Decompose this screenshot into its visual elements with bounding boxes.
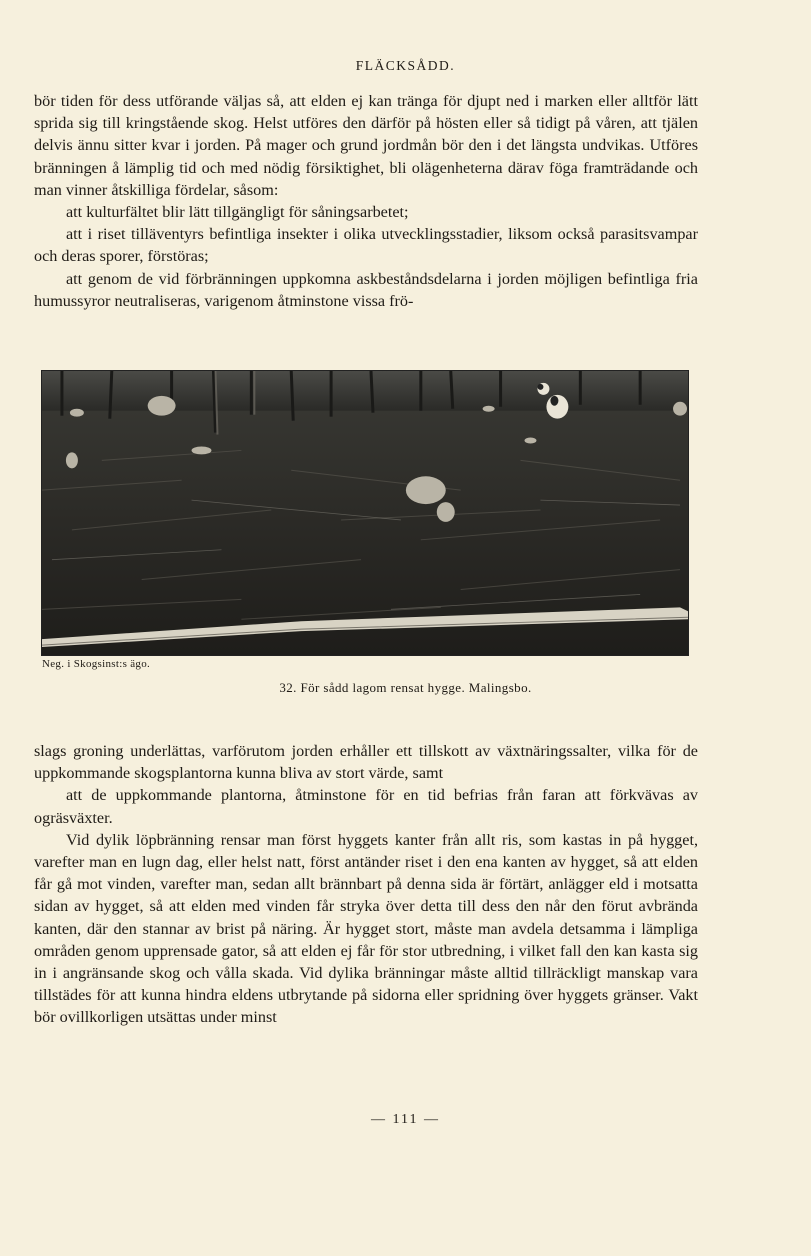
paragraph: slags groning underlättas, varförutom jorden erhåller ett tillskott av växtnäringssalter, vilka för de uppkommande skogsplantorna kunna bliva av stort värde, samt bbox=[34, 742, 698, 783]
paragraph: att genom de vid förbränningen uppkomna askbeståndsdelarna i jorden möjligen befintliga fria humussyror neutraliseras, varigenom åtminstone vissa frö- bbox=[34, 269, 698, 310]
paragraph: att de uppkommande plantorna, åtminstone för en tid befrias från faran att förkvävas av ogräsväxter. bbox=[34, 786, 698, 827]
page-number: — 111 — bbox=[371, 1112, 440, 1127]
bottom-text-block bbox=[34, 740, 698, 1029]
paragraph: Vid dylik löpbränning rensar man först hyggets kanter från allt ris, som kastas in på hygget, varefter man en lugn dag, eller helst natt, först antänder riset i den ena kanten av hygget, så att elden får gå mot vinden, varefter man, sedan allt brännbart på denna sida är förtärt, anlägger eld i motsatta sidan av hygget, så att elden med vinden får stryka över detta till dess den når den förut avbrända kanten, där den stannar av brist på näring. Är hygget stort, måste man avdela detsamma i lämpliga områden genom upprensade gator, så att elden ej får för stor utbredning, i vilket fall den kan kasta sig in i angränsande skog och vålla skada. Vid dylika bränningar måste alltid tillräckligt manskap vara tillstädes för att kunna hindra eldens utbrytande på sidorna eller spridning över hyggets gränser. Vakt bör ovillkorligen utsättas under minst bbox=[34, 830, 698, 1027]
running-header: FLÄCKSÅDD. bbox=[355, 58, 456, 73]
photo-credit: Neg. i Skogsinst:s ägo. bbox=[42, 658, 151, 670]
figure-caption: 32. För sådd lagom rensat hygge. Malingsbo. bbox=[279, 680, 532, 695]
paragraph: bör tiden för dess utförande väljas så, att elden ej kan tränga för djupt ned i marken eller alltför lätt sprida sig till kringstående skog. Helst utföres den därför på hösten eller så tidigt på våren, att tjälen delvis ännu sitter kvar i jorden. På mager och grund jordmån bör den i det längsta undvikas. Utföres bränningen å lämplig tid och med nödig försiktighet, bli olägenheterna därav föga framträdande och man vinner åtskilliga fördelar, såsom: bbox=[34, 92, 698, 199]
paragraph: att kulturfältet blir lätt tillgängligt för såningsarbetet; bbox=[66, 203, 409, 222]
photo-illustration bbox=[42, 371, 688, 655]
paragraph: att i riset tilläventyrs befintliga insekter i olika utvecklingsstadier, liksom också parasitsvampar och deras sporer, förstöras; bbox=[34, 225, 698, 266]
top-text-block bbox=[34, 90, 698, 312]
forest-clearing-photo bbox=[41, 370, 689, 656]
